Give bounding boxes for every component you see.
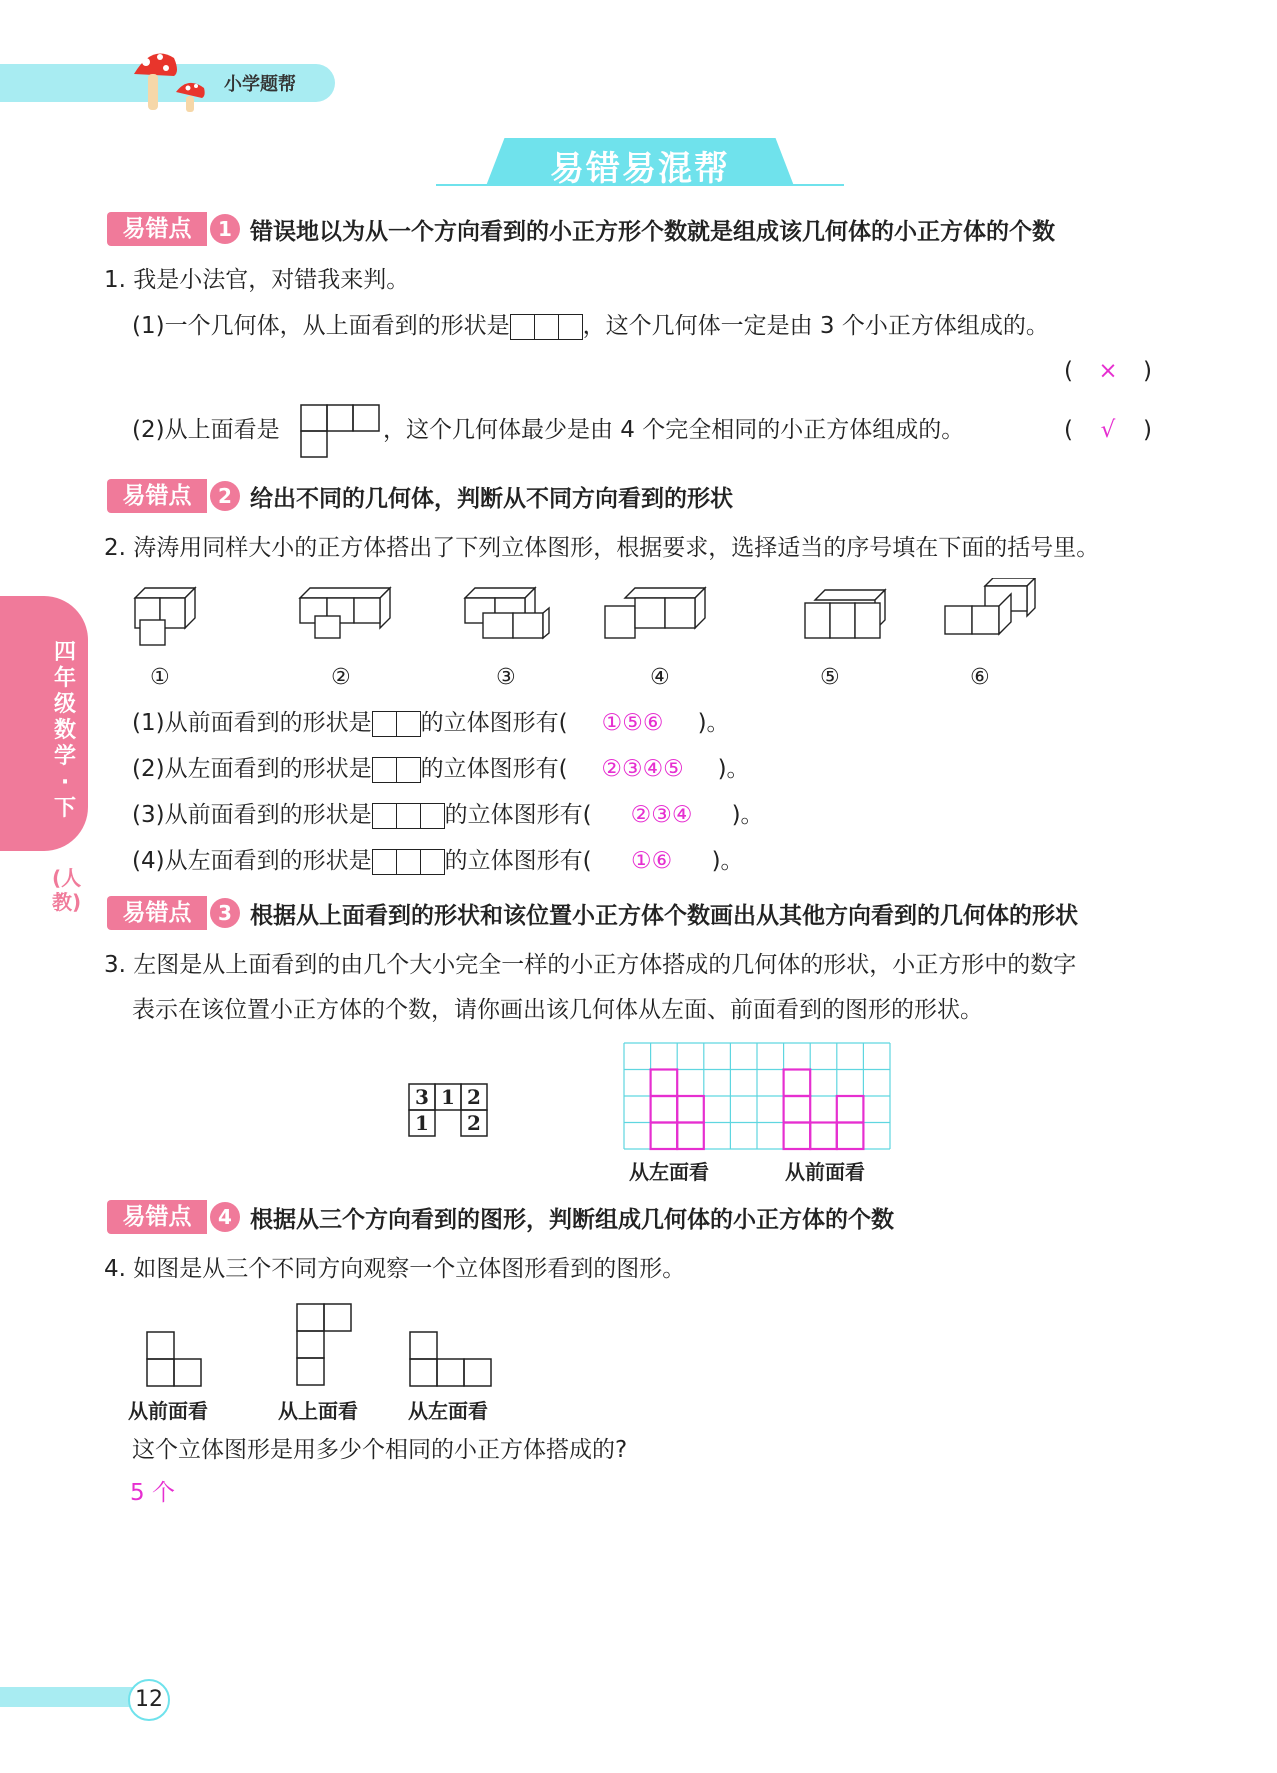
q2-item-text: 的立体图形有( (444, 802, 592, 828)
q2-item-text: )。 (711, 848, 744, 874)
error-point-number: 2 (210, 481, 240, 511)
answer-drawing-grid (623, 1042, 893, 1154)
page-number: 12 (128, 1679, 170, 1721)
grid-number: 1 (441, 1085, 455, 1109)
paren-close: ) (1142, 417, 1152, 443)
q1-s2-answer: √ (1100, 417, 1116, 443)
q2-item-text: (2)从左面看到的形状是 (132, 756, 372, 782)
q2-item-text: )。 (717, 756, 750, 782)
error-point-label: 易错点 (107, 896, 207, 930)
question-4-ask: 这个立体图形是用多少个相同的小正方体搭成的? (132, 1437, 628, 1463)
grid-number: 1 (415, 1111, 429, 1135)
brand-name: 小学题帮 (224, 74, 296, 95)
q1-s2-answer-paren (1064, 415, 1152, 445)
label-view-left: 从左面看 (408, 1399, 488, 1423)
q1-s1-before: (1)一个几何体，从上面看到的形状是 (132, 313, 510, 339)
grid-number: 2 (467, 1085, 481, 1109)
q2-item-text: (1)从前面看到的形状是 (132, 710, 372, 736)
error-point-heading: 根据从上面看到的形状和该位置小正方体个数画出从其他方向看到的几何体的形状 (250, 903, 1078, 929)
error-point-number: 1 (210, 214, 240, 244)
cube-figure-4 (605, 588, 705, 638)
grid-number: 2 (467, 1111, 481, 1135)
figure-label-4: ④ (650, 665, 670, 690)
side-grade-label: 四年级数学·下 (53, 640, 76, 821)
cube-figure-2 (300, 588, 390, 638)
q1-s2-before: (2)从上面看是 (132, 417, 280, 443)
paren-open: ( (1064, 358, 1073, 384)
cube-figures (125, 578, 1045, 668)
three-square-row-icon (372, 849, 445, 875)
error-point-label: 易错点 (107, 1200, 207, 1234)
q2-item-text: 的立体图形有( (420, 756, 568, 782)
paren-close: ) (1142, 358, 1152, 384)
q2-answer-3: ②③④ (630, 802, 693, 828)
three-square-row-icon (510, 314, 583, 340)
error-point-1 (107, 212, 1167, 246)
q1-s1-after: ，这个几何体一定是由 3 个小正方体组成的。 (582, 313, 1049, 339)
two-square-row-icon (372, 711, 421, 737)
q2-item-text: (4)从左面看到的形状是 (132, 848, 372, 874)
q2-item-4 (132, 846, 744, 876)
error-point-3 (107, 896, 1167, 930)
error-point-heading: 错误地以为从一个方向看到的小正方形个数就是组成该几何体的小正方体的个数 (250, 219, 1055, 245)
cube-figure-3 (465, 588, 549, 638)
q2-answer-4: ①⑥ (630, 848, 673, 874)
top-view-shape-icon (300, 404, 380, 459)
question-4-answer: 5 个 (130, 1480, 175, 1506)
label-view-top: 从上面看 (278, 1399, 358, 1423)
figure-label-6: ⑥ (970, 665, 990, 690)
q2-item-text: 的立体图形有( (444, 848, 592, 874)
error-point-heading: 给出不同的几何体，判断从不同方向看到的形状 (250, 486, 733, 512)
figure-label-3: ③ (496, 665, 516, 690)
label-view-front: 从前面看 (128, 1399, 208, 1423)
mushroom-icon (130, 44, 220, 116)
question-1-stem: 1. 我是小法官，对错我来判。 (104, 267, 410, 293)
paren-open: ( (1064, 417, 1073, 443)
q2-item-text: )。 (697, 710, 730, 736)
q2-item-text: (3)从前面看到的形状是 (132, 802, 372, 828)
three-view-figures (145, 1300, 495, 1395)
error-point-2 (107, 479, 1167, 513)
error-point-number: 4 (210, 1202, 240, 1232)
q2-item-2 (132, 754, 750, 784)
q1-s1-answer-paren (1064, 356, 1152, 386)
cube-figure-6 (945, 578, 1035, 634)
error-point-label: 易错点 (107, 212, 207, 246)
q2-answer-1: ①⑤⑥ (601, 710, 664, 736)
figure-label-1: ① (150, 665, 170, 690)
error-point-4 (107, 1200, 1167, 1234)
side-edition-label: (人教) (52, 866, 82, 914)
question-4-stem: 4. 如图是从三个不同方向观察一个立体图形看到的图形。 (104, 1256, 686, 1282)
section-title: 易错易混帮 (550, 149, 730, 189)
question-2-stem: 2. 涛涛用同样大小的正方体搭出了下列立体图形，根据要求，选择适当的序号填在下面的括号里。 (104, 535, 1100, 561)
q1-s1-answer: × (1098, 358, 1118, 384)
q2-item-text: )。 (731, 802, 764, 828)
question-3-stem-line1: 3. 左图是从上面看到的由几个大小完全一样的小正方体搭成的几何体的形状，小正方形中的数字 (104, 952, 1077, 978)
cube-figure-1 (135, 588, 195, 645)
q2-item-text: 的立体图形有( (420, 710, 568, 736)
q2-item-3 (132, 800, 764, 830)
q2-answer-2: ②③④⑤ (601, 756, 684, 782)
label-front-view: 从前面看 (785, 1160, 865, 1184)
cube-figure-5 (805, 590, 885, 638)
error-point-number: 3 (210, 898, 240, 928)
figure-label-2: ② (331, 665, 351, 690)
two-square-row-icon (372, 757, 421, 783)
q1-s2-after: ，这个几何体最少是由 4 个完全相同的小正方体组成的。 (383, 417, 965, 443)
question-3-stem-line2: 表示在该位置小正方体的个数，请你画出该几何体从左面、前面看到的图形的形状。 (132, 997, 983, 1023)
figure-label-5: ⑤ (820, 665, 840, 690)
three-square-row-icon (372, 803, 445, 829)
error-point-label: 易错点 (107, 479, 207, 513)
error-point-heading: 根据从三个方向看到的图形，判断组成几何体的小正方体的个数 (250, 1207, 894, 1233)
label-left-view: 从左面看 (629, 1160, 709, 1184)
question-1-part-1 (132, 311, 1049, 341)
q2-item-1 (132, 708, 730, 738)
grid-number: 3 (415, 1085, 429, 1109)
